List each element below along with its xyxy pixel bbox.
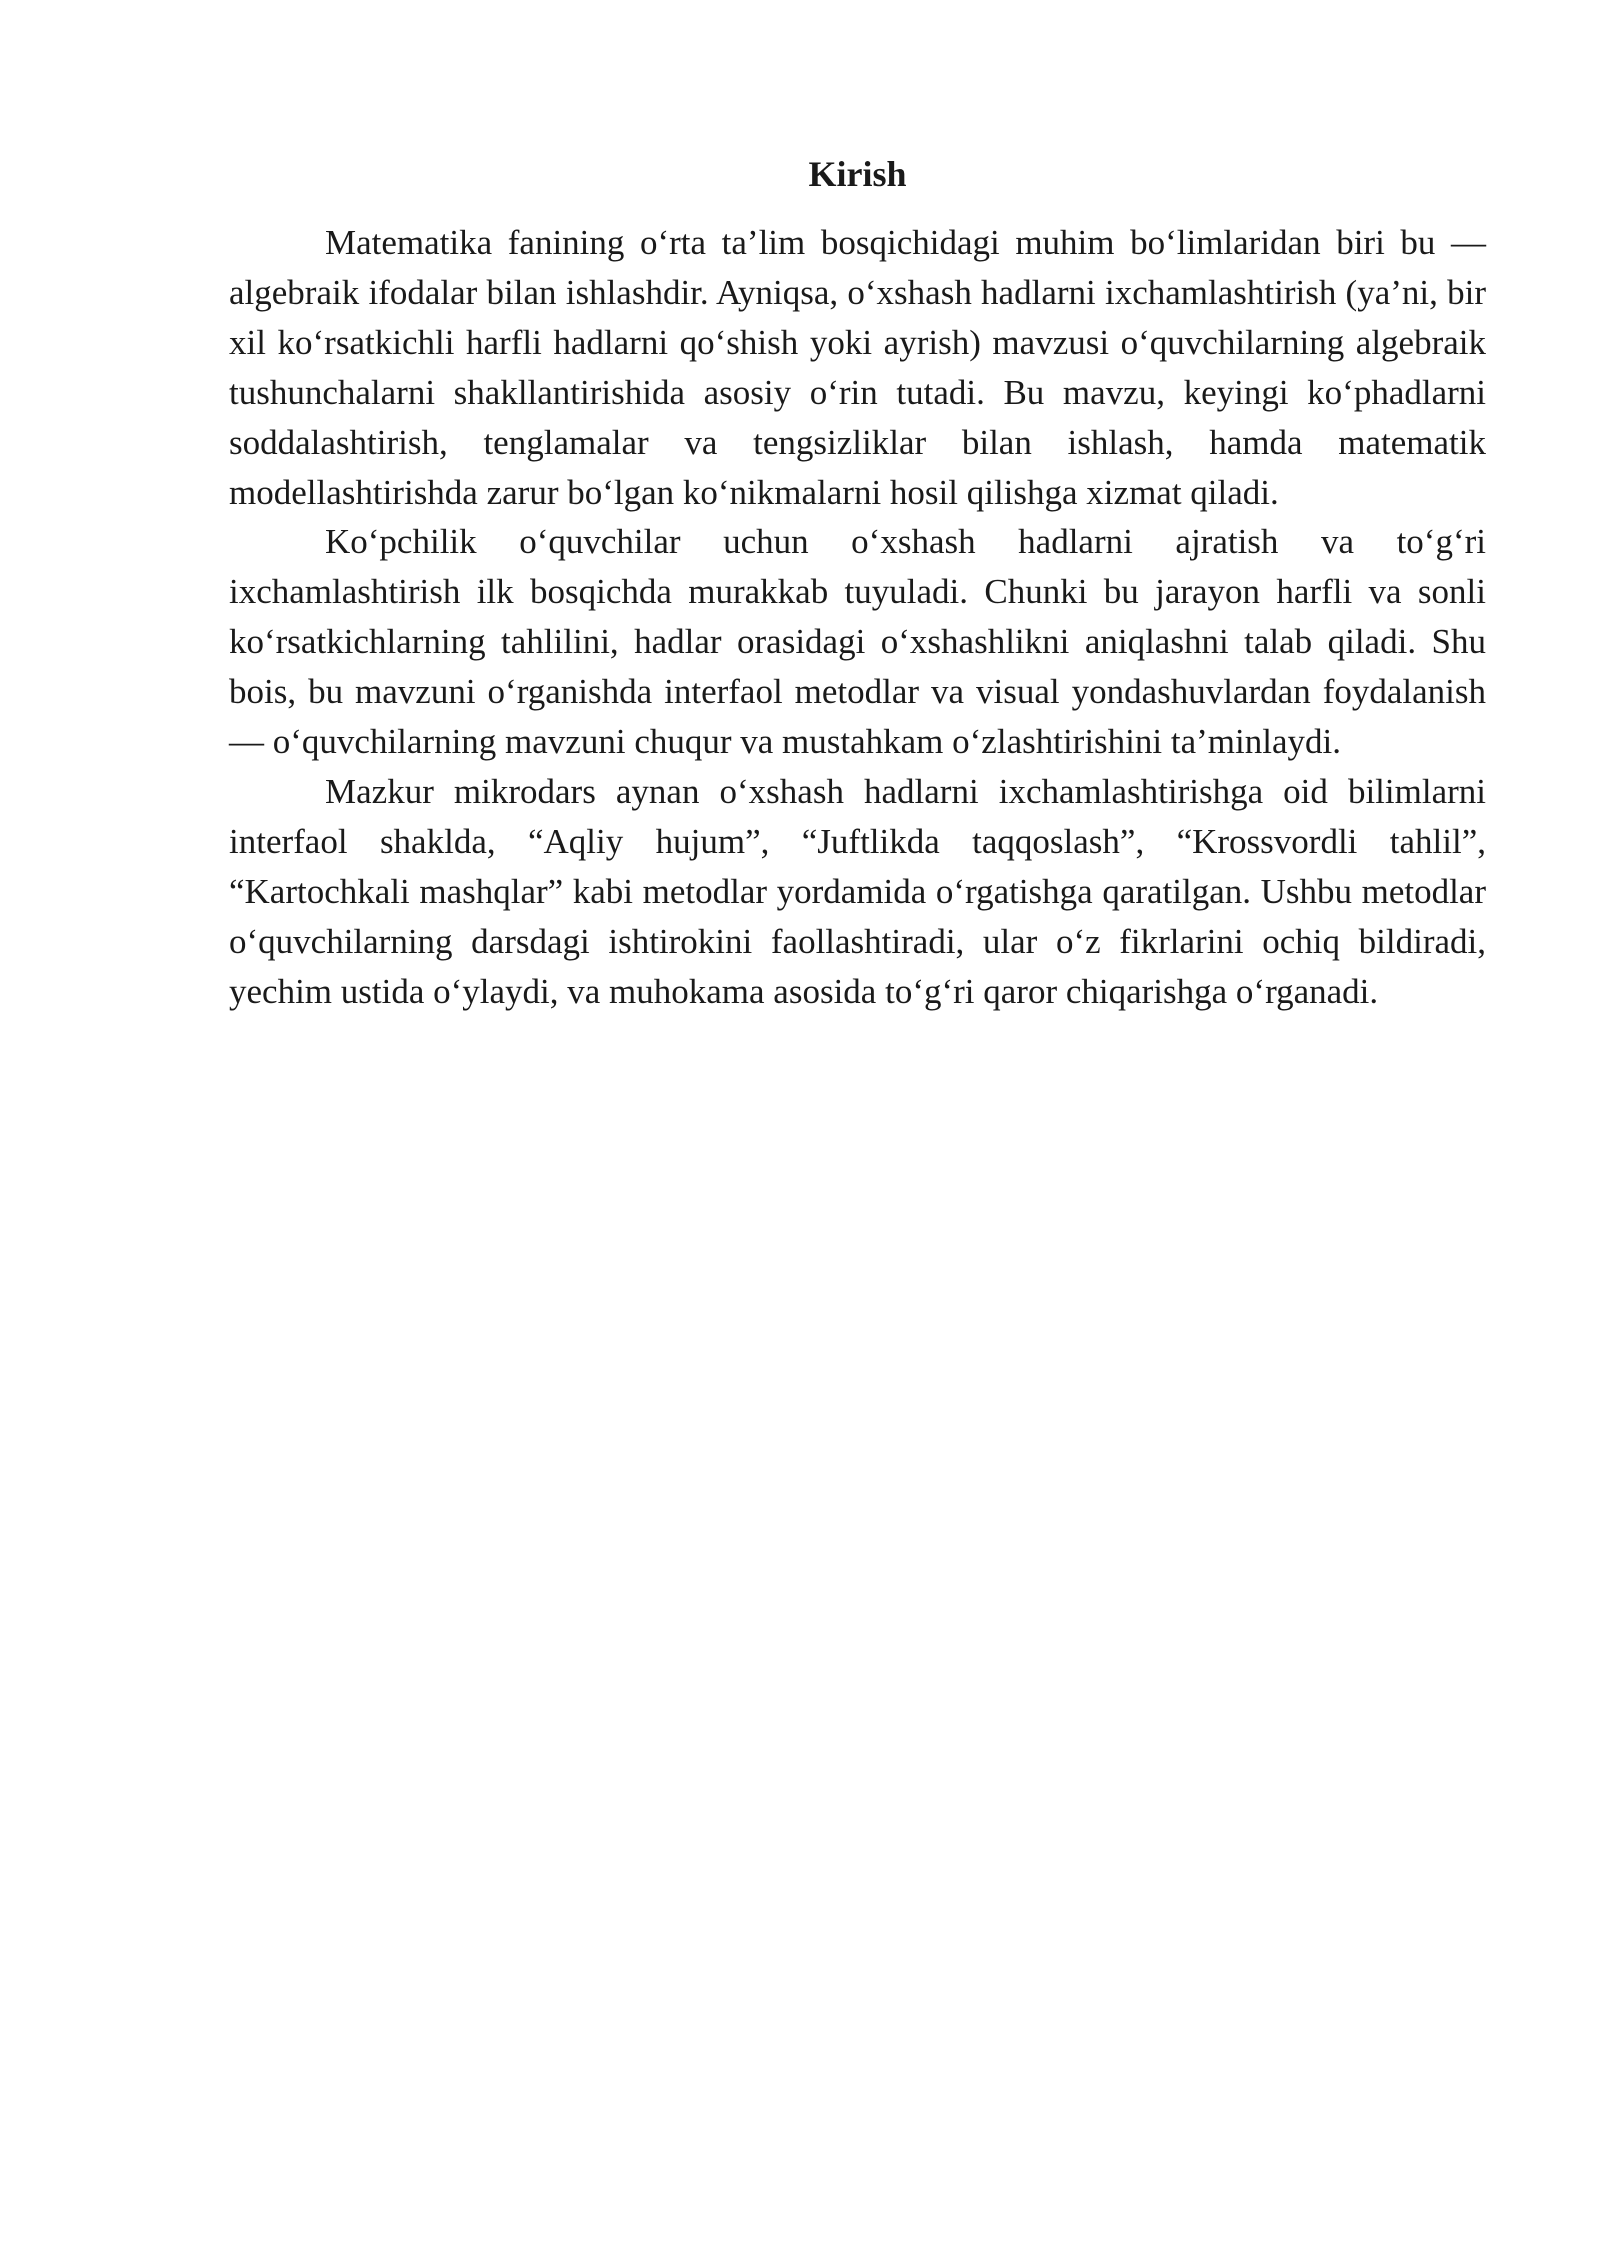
- paragraph-difficulty: Ko‘pchilik o‘quvchilar uchun o‘xshash hadlarni ajratish va to‘g‘ri ixchamlashtirish ilk bosqichda murakkab tuyuladi. Chunki bu jarayon harfli va sonli ko‘rsatkichlarning tahlilini, hadlar orasidagi o‘xshashlikni aniqlashni talab qiladi. Shu bois, bu mavzuni o‘rganishda interfaol metodlar va visual yondashuvlardan foydalanish — o‘quvchilarning mavzuni chuqur va mustahkam o‘zlashtirishini ta’minlaydi.: [229, 522, 1486, 762]
- section-title: Kirish: [808, 154, 907, 194]
- page-content: [229, 150, 1486, 1017]
- paragraph-methods: Mazkur mikrodars aynan o‘xshash hadlarni ixchamlashtirishga oid bilimlarni interfaol shaklda, “Aqliy hujum”, “Juftlikda taqqoslash”, “Krossvordli tahlil”, “Kartochkali mashqlar” kabi metodlar yordamida o‘rgatishga qaratilgan. Ushbu metodlar o‘quvchilarning darsdagi ishtirokini faollashtiradi, ular o‘z fikrlarini ochiq bildiradi, yechim ustida o‘ylaydi, va muhokama asosida to‘g‘ri qaror chiqarishga o‘rganadi.: [229, 771, 1486, 1011]
- paragraph-introduction: Matematika fanining o‘rta ta’lim bosqichidagi muhim bo‘limlaridan biri bu — algebraik ifodalar bilan ishlashdir. Ayniqsa, o‘xshash hadlarni ixchamlashtirish (ya’ni, bir xil ko‘rsatkichli harfli hadlarni qo‘shish yoki ayrish) mavzusi o‘quvchilarning algebraik tushunchalarni shakllantirishida asosiy o‘rin tutadi. Bu mavzu, keyingi ko‘phadlarni soddalashtirish, tenglamalar va tengsizliklar bilan ishlash, hamda matematik modellashtirishda zarur bo‘lgan ko‘nikmalarni hosil qilishga xizmat qiladi.: [229, 223, 1486, 512]
